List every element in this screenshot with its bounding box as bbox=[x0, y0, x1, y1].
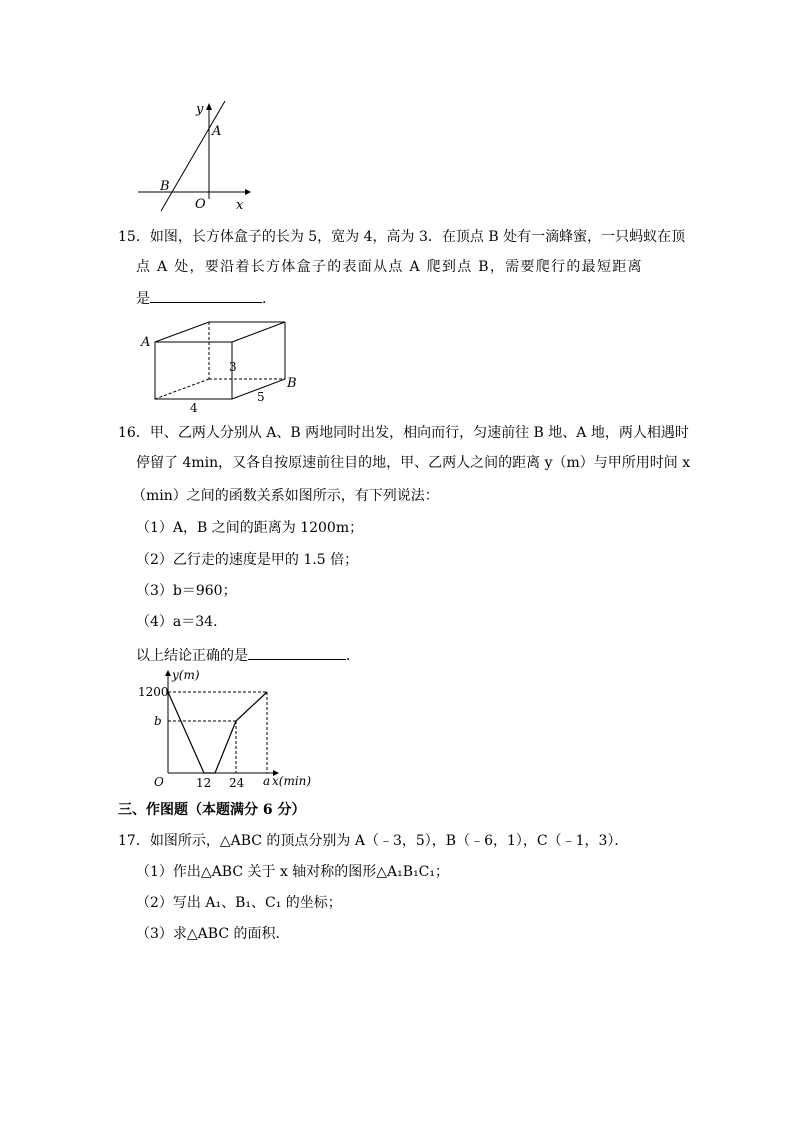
q15-line-3 bbox=[136, 288, 276, 309]
graph-tick-24: 24 bbox=[229, 776, 245, 790]
label-x: x bbox=[236, 198, 244, 213]
label-A: A bbox=[212, 124, 222, 139]
cuboid-label-length: 5 bbox=[257, 390, 265, 404]
y-axis-arrow bbox=[206, 103, 212, 110]
distance-polyline bbox=[168, 692, 267, 773]
q16-line-3: （min）之间的函数关系如图所示，有下列说法： bbox=[132, 488, 439, 504]
cuboid-top-edges bbox=[155, 322, 285, 342]
graph-ylabel: y(m) bbox=[172, 668, 200, 682]
graph-tick-a: a bbox=[263, 774, 271, 788]
q16-conclusion bbox=[136, 645, 360, 666]
q16-answer-blank[interactable] bbox=[248, 645, 346, 660]
q16-statement-1: （1）A，B 之间的距离为 1200m； bbox=[136, 520, 364, 536]
q17-statement-3: （3）求△ABC 的面积． bbox=[136, 926, 290, 942]
q16-line-1: 16．甲、乙两人分别从 A、B 两地同时出发，相向而行，匀速前往 B 地、A 地，两人相遇时 bbox=[118, 425, 689, 441]
x-axis-arrow bbox=[245, 189, 251, 195]
figure-q14-line-graph bbox=[130, 95, 260, 220]
graph-y-axis-arrow bbox=[165, 670, 171, 676]
q15-answer-suffix: ． bbox=[262, 291, 276, 307]
graph-tick-b: b bbox=[154, 714, 162, 728]
q17-line-1: 17．如图所示，△ABC 的顶点分别为 A（﹣3，5），B（﹣6，1），C（﹣1，3）． bbox=[118, 833, 629, 849]
q16-statement-2: （2）乙行走的速度是甲的 1.5 倍； bbox=[136, 552, 359, 568]
cuboid-hidden-diagonal bbox=[155, 379, 209, 399]
graph-line bbox=[161, 101, 225, 211]
cuboid-front-face bbox=[155, 342, 232, 399]
q15-line-1: 15．如图，长方体盒子的长为 5，宽为 4，高为 3．在顶点 B 处有一滴蜂蜜，一只蚂蚁在顶 bbox=[118, 229, 686, 245]
graph-xlabel: x(min) bbox=[272, 774, 312, 788]
graph-tick-12: 12 bbox=[196, 776, 212, 790]
cuboid-label-A: A bbox=[141, 335, 151, 350]
label-B: B bbox=[160, 179, 170, 194]
label-y: y bbox=[196, 102, 204, 117]
label-O: O bbox=[195, 197, 206, 212]
q17-statement-1: （1）作出△ABC 关于 x 轴对称的图形△A₁B₁C₁； bbox=[136, 864, 450, 880]
cuboid-label-height: 3 bbox=[229, 360, 237, 374]
q16-statement-3: （3）b＝960； bbox=[136, 583, 237, 599]
q15-line-2: 点 A 处，要沿着长方体盒子的表面从点 A 爬到点 B，需要爬行的最短距离 bbox=[136, 259, 643, 275]
graph-tick-1200: 1200 bbox=[138, 685, 169, 699]
graph-origin: O bbox=[154, 775, 164, 789]
q15-answer-prefix: 是 bbox=[136, 291, 150, 307]
q16-statement-4: （4）a＝34． bbox=[136, 614, 228, 630]
cuboid-right-edges bbox=[232, 322, 285, 399]
q16-answer-suffix: ． bbox=[346, 648, 360, 664]
q16-answer-prefix: 以上结论正确的是 bbox=[136, 648, 248, 664]
cuboid-label-B: B bbox=[287, 376, 297, 391]
q17-statement-2: （2）写出 A₁、B₁、C₁ 的坐标； bbox=[136, 895, 342, 911]
section-3-heading: 三、作图题（本题满分 6 分） bbox=[118, 802, 306, 818]
q15-answer-blank[interactable] bbox=[150, 288, 262, 303]
figure-q15-cuboid bbox=[135, 315, 310, 415]
cuboid-label-width: 4 bbox=[190, 401, 198, 415]
figure-q16-distance-time-graph bbox=[135, 665, 335, 795]
q16-line-2: 停留了 4min，又各自按原速前往目的地，甲、乙两人之间的距离 y（m）与甲所用时间 x bbox=[136, 455, 691, 471]
